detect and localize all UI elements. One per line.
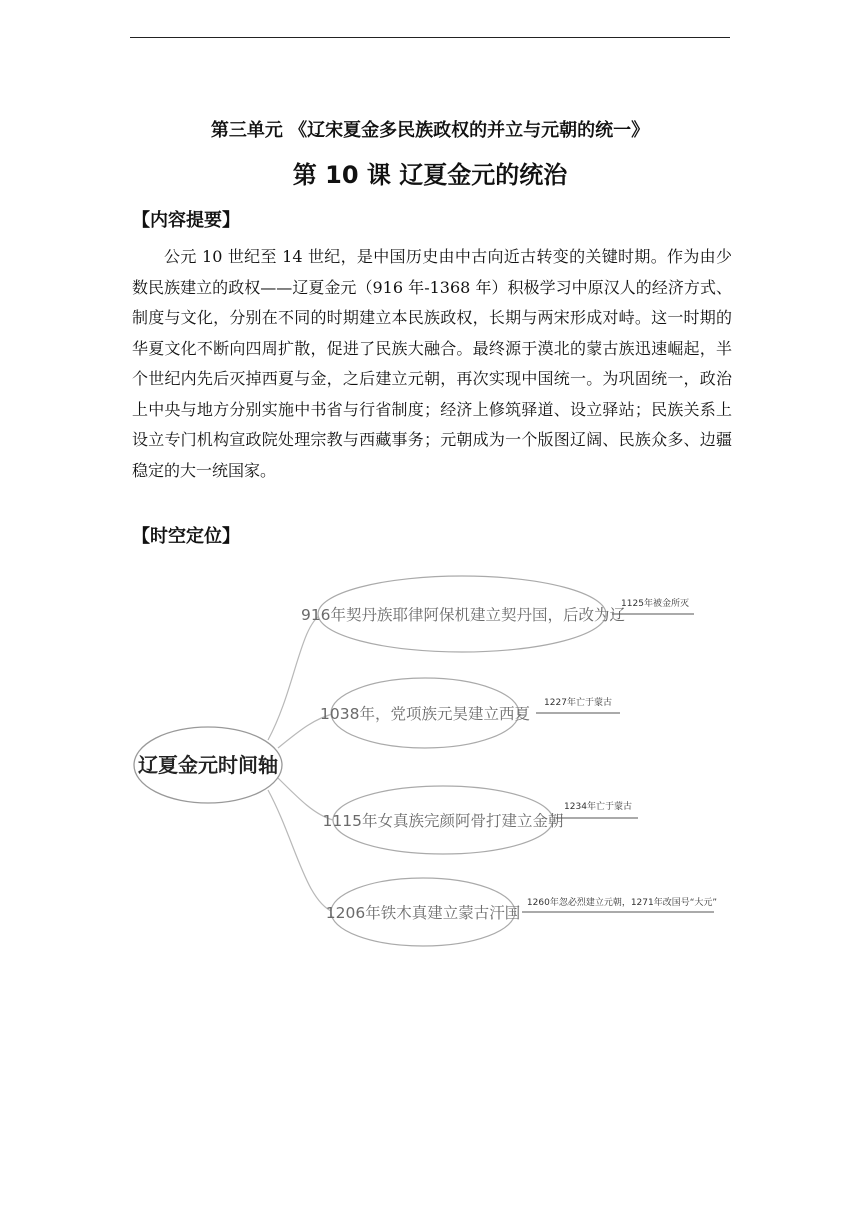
timeline-heading: 【时空定位】 [132, 526, 240, 547]
summary-heading: 【内容提要】 [132, 210, 240, 231]
connector-4 [268, 790, 333, 912]
branch-note-2: 1227年亡于蒙古 [544, 698, 612, 708]
branch-node-3 [323, 786, 638, 854]
branch-note-4: 1260年忽必烈建立元朝，1271年改国号“大元” [526, 898, 718, 908]
summary-paragraph: 公元 10 世纪至 14 世纪，是中国历史由中古向近古转变的关键时期。作为由少数民族建立的政权——辽夏金元（916 年-1368 年）积极学习中原汉人的经济方式、制度与文化，分别在不同的时期建立本民族政权，长期与两宋形成对峙。这一时期的华夏文化不断向四周扩散，促进了民族大融合。最终源于漠北的蒙古族迅速崛起，半个世纪内先后灭掉西夏与金，之后建立元朝，再次实现中国统一。为巩固统一，政治上中央与地方分别实施中书省与行省制度；经济上修筑驿道、设立驿站；民族关系上设立专门机构宣政院处理宗教与西藏事务；元朝成为一个版图辽阔、民族众多、边疆稳定的大一统国家。 [132, 247, 732, 480]
branch-event-2: 1038年，党项族元昊建立西夏 [320, 705, 530, 723]
unit-title: 第三单元 《辽宋夏金多民族政权的并立与元朝的统一》 [210, 120, 650, 141]
branch-node-4 [326, 878, 717, 946]
root-node [134, 727, 282, 803]
branch-node-2 [320, 678, 620, 748]
branch-node-1 [301, 576, 694, 652]
lesson-title: 第 10 课 辽夏金元的统治 [292, 161, 568, 189]
root-label: 辽夏金元时间轴 [138, 753, 278, 777]
branch-event-3: 1115年女真族完颜阿骨打建立金朝 [322, 812, 564, 830]
branch-note-3: 1234年亡于蒙古 [564, 802, 632, 812]
branch-note-1: 1125年被金所灭 [621, 599, 689, 609]
branch-event-4: 1206年铁木真建立蒙古汗国 [325, 904, 521, 922]
branch-event-1: 916年契丹族耶律阿保机建立契丹国，后改为辽 [300, 606, 626, 624]
